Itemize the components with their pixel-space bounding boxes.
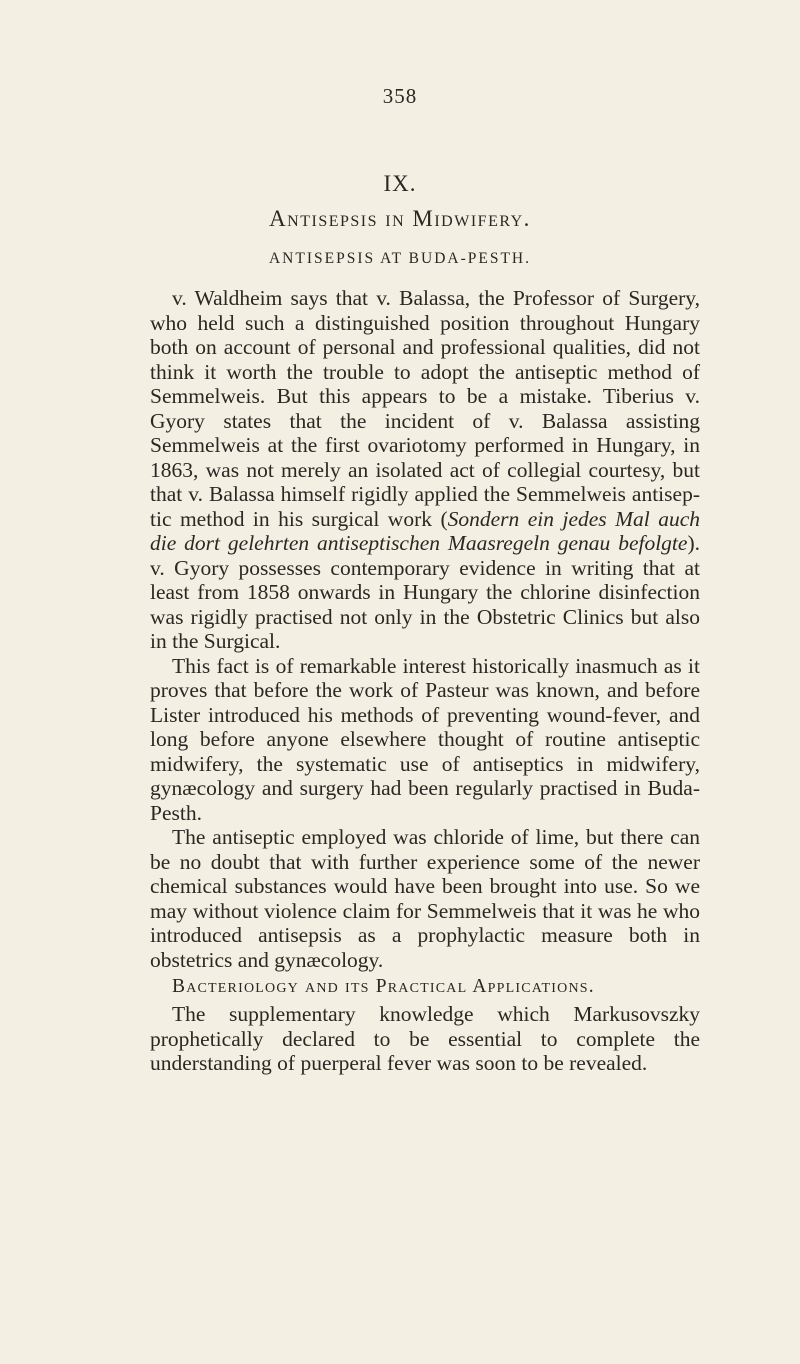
- paragraph-text: ). v. Gyory possesses contemporary evidence in writing that at least from 1858 onwards in Hungary the chlorine disinfection was rigidly practised not only in the Obstetric Clinics but also in the Surgical.: [150, 531, 700, 653]
- paragraph-chloride-of-lime: The antiseptic employed was chloride of lime, but there can be no doubt that with further experience some of the newer chemical substances would have been brought into use. So we may without violence claim for Semmelweis that it was he who introduced antisepsis as a prophylactic measure both in obstetrics and gynæcology.: [150, 825, 700, 972]
- german-quotation: Sondern ein jedes Mal auch die dort gelehrten antiseptischen Maasregeln genau befolgte: [150, 506, 700, 555]
- paragraph-text: v. Waldheim says that v. Balassa, the Professor of Surgery, who held such a distinguished position throughout Hungary both on account of personal and professional qualities, did not think it worth the trouble to adopt the antiseptic method of Semmelweis. But this appears to be a mistake. Tiberius v. Gyory states that the incident of v. Balassa assisting Semmelweis at the first ovariotomy performed in Hungary, in 1863, was not merely an isolated act of collegial courtesy, but that v. Balassa himself rigidly applied the Semmelweis antiseptic method in his surgical work (: [150, 286, 700, 531]
- section-title: ANTISEPSIS AT BUDA-PESTH.: [268, 250, 531, 267]
- page-number: 358: [382, 84, 418, 108]
- paragraph-historical-interest: This fact is of remarkable interest historically inasmuch as it proves that before the work of Pasteur was known, and before Lister introduced his methods of preventing wound-fever, and long before anyone elsewhere thought of routine antiseptic midwifery, the systematic use of antiseptics in midwifery, gynæcology and surgery had been regularly practised in Buda-Pesth.: [150, 653, 700, 825]
- paragraph-markusovszky: The supplementary knowledge which Markusovszky prophetically declared to be essential to complete the understanding of puerperal fever was soon to be revealed.: [150, 1002, 700, 1075]
- chapter-title: Antisepsis in Midwifery.: [269, 206, 531, 231]
- chapter-number: IX.: [383, 171, 417, 196]
- paragraph-balassa: [150, 286, 700, 654]
- body-text: [150, 286, 700, 1076]
- subheading-bacteriology: Bacteriology and its Practical Applications.: [172, 976, 595, 997]
